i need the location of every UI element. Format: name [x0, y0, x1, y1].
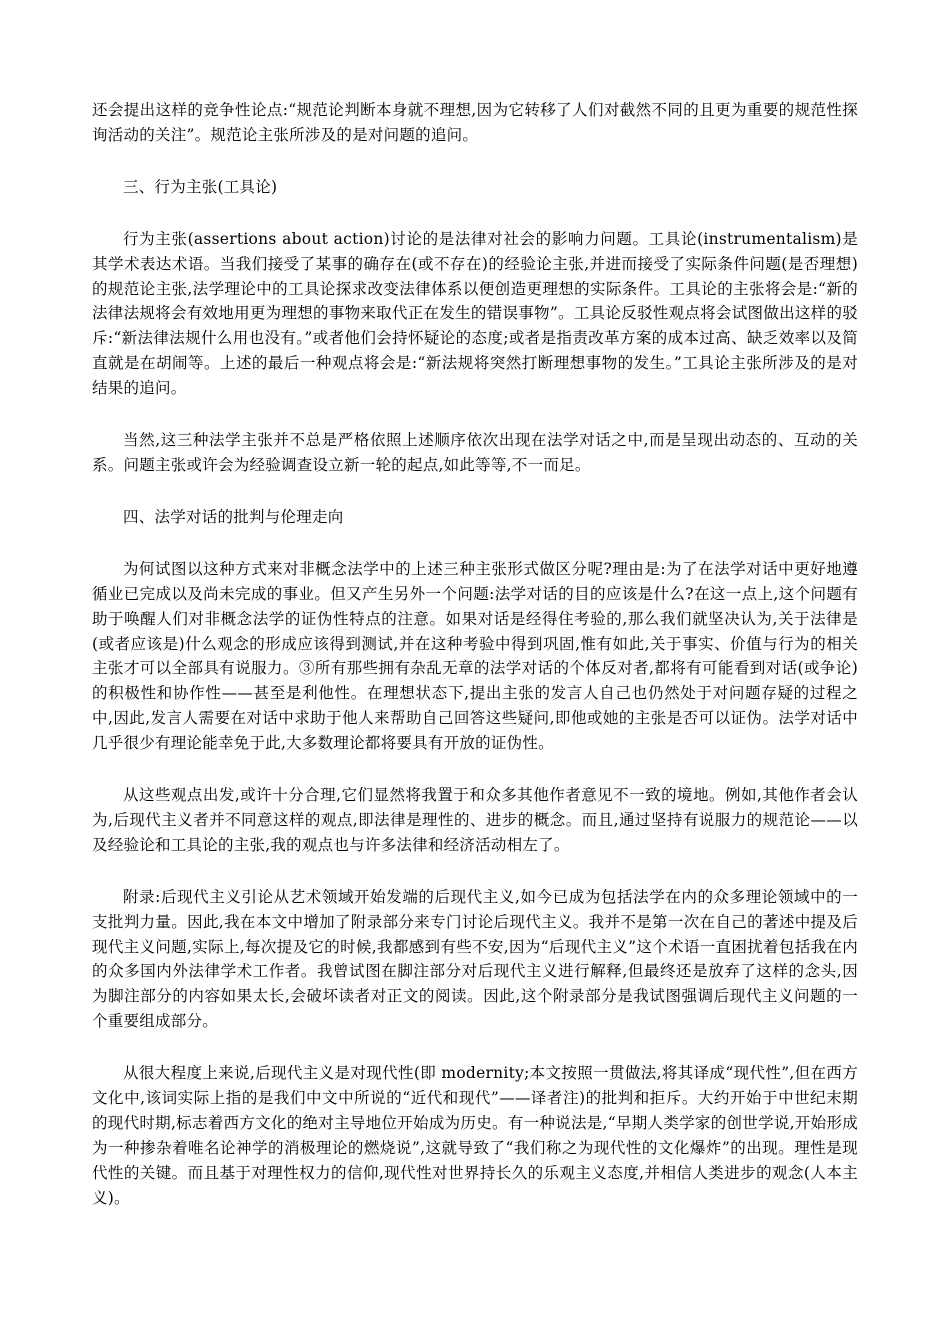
paragraph-appendix-intro: 附录:后现代主义引论从艺术领域开始发端的后现代主义,如今已成为包括法学在内的众多理论领域中的一支批判力量。因此,我在本文中增加了附录部分来专门讨论后现代主义。我并不是第一次在自己的著述中提及后现代主义问题,实际上,每次提及它的时候,我都感到有些不安,因为“后现代主义”这个术语一直困扰着包括我在内的众多国内外法律学术工作者。我曾试图在脚注部分对后现代主义进行解释,但最终还是放弃了这样的念头,因为脚注部分的内容如果太长,会破坏读者对正文的阅读。因此,这个附录部分是我试图强调后现代主义问题的一个重要组成部分。: [92, 887, 858, 1031]
paragraph-falsifiability: 为何试图以这种方式来对非概念法学中的上述三种主张形式做区分呢?理由是:为了在法学对话中更好地遵循业已完成以及尚未完成的事业。但又产生另外一个问题:法学对话的目的应该是什么?在这一点上,这个问题有助于唤醒人们对非概念法学的证伪性特点的注意。如果对话是经得住考验的,那么我们就坚决认为,关于法律是(或者应该是)什么观念的形成应该得到测试,并在这种考验中得到巩固,惟有如此,关于事实、价值与行为的相关主张才可以全部具有说服力。③所有那些拥有杂乱无章的法学对话的个体反对者,都将有可能看到对话(或争论)的积极性和协作性——甚至是利他性。在理想状态下,提出主张的发言人自己也仍然处于对问题存疑的过程之中,因此,发言人需要在对话中求助于他人来帮助自己回答这些疑问,即他或她的主张是否可以证伪。法学对话中几乎很少有理论能幸免于此,大多数理论都将要具有开放的证伪性。: [92, 559, 858, 753]
document-page: [92, 98, 858, 1238]
paragraph-continuation: 还会提出这样的竞争性论点:“规范论判断本身就不理想,因为它转移了人们对截然不同的且更为重要的规范性探询活动的关注”。规范论主张所涉及的是对问题的追问。: [92, 101, 858, 144]
paragraph-modernity: 从很大程度上来说,后现代主义是对现代性(即 modernity;本文按照一贯做法,将其译成“现代性”,但在西方文化中,该词实际上指的是我们中文中所说的“近代和现代”——译者注)的批判和拒斥。大约开始于中世纪末期的现代时期,标志着西方文化的绝对主导地位开始成为历史。有一种说法是,“早期人类学家的创世学说,开始形成为一种掺杂着唯名论神学的消极理论的燃烧说”,这就导致了“我们称之为现代性的文化爆炸”的出现。理性是现代性的关键。而且基于对理性权力的信仰,现代性对世界持长久的乐观主义态度,并相信人类进步的观念(人本主义)。: [92, 1064, 858, 1207]
paragraph-dynamic-relations: 当然,这三种法学主张并不总是严格依照上述顺序依次出现在法学对话之中,而是呈现出动态的、互动的关系。问题主张或许会为经验调查设立新一轮的起点,如此等等,不一而足。: [92, 431, 858, 474]
paragraph-disagreement: 从这些观点出发,或许十分合理,它们显然将我置于和众多其他作者意见不一致的境地。例如,其他作者会认为,后现代主义者并不同意这样的观点,即法律是理性的、进步的概念。而且,通过坚持有说服力的规范论——以及经验论和工具论的主张,我的观点也与许多法律和经济活动相左了。: [92, 786, 858, 854]
section-heading-four: 四、法学对话的批判与伦理走向: [123, 507, 344, 526]
paragraph-instrumentalism: 行为主张(assertions about action)讨论的是法律对社会的影响力问题。工具论(instrumentalism)是其学术表达术语。当我们接受了某事的确存在(或不存在)的经验论主张,并进而接受了实际条件问题(是否理想)的规范论主张,法学理论中的工具论探求改变法律体系以便创造更理想的实际条件。工具论的主张将会是:“新的法律法规将会有效地用更为理想的事物来取代正在发生的错误事物”。工具论反驳性观点将会试图做出这样的驳斥:“新法律法规什么用也没有。”或者他们会持怀疑论的态度;或者是指责改革方案的成本过高、缺乏效率以及简直就是在胡闹等。上述的最后一种观点将会是:“新法规将突然打断理想事物的发生。”工具论主张所涉及的是对结果的追问。: [92, 229, 858, 398]
section-heading-three: 三、行为主张(工具论): [123, 177, 278, 196]
